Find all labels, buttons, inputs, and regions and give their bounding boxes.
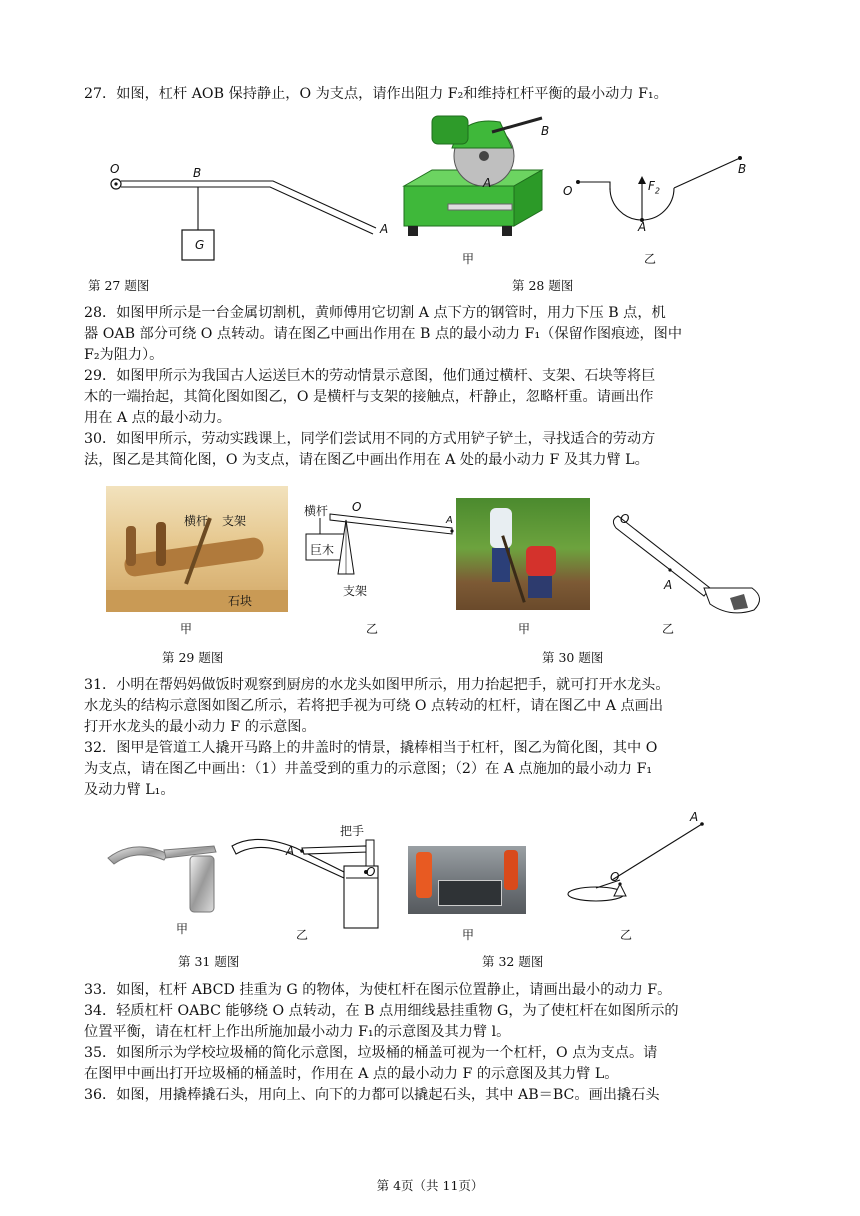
label-A-28: A <box>638 220 647 234</box>
question-28-line2: 器 OAB 部分可绕 O 点转动。请在图乙中画出作用在 B 点的最小动力 F₁（保留作图痕迹，图中 <box>84 326 683 342</box>
question-34-line1: 34．轻质杠杆 OABC 能够绕 O 点转动，在 B 点用细线悬挂重物 G，为了使杠杆在如图所示的 <box>84 1003 679 1019</box>
label-bashou-31: 把手 <box>340 824 365 838</box>
figure-32-crowbar-diagram <box>560 810 720 910</box>
figure-31-faucet-image <box>104 836 234 916</box>
label-A-27: A <box>380 222 389 236</box>
label-jia-28: 甲 <box>462 252 475 266</box>
label-G-27: G <box>195 238 205 252</box>
label-yi-28: 乙 <box>644 252 657 266</box>
question-32-line1: 32．图甲是管道工人撬开马路上的井盖时的情景，撬棒相当于杠杆，图乙为简化图，其中 O <box>84 740 658 756</box>
label-A-31: A <box>286 844 295 858</box>
figure-29-ancient-workers-image <box>106 486 288 612</box>
question-32-line3: 及动力臂 L₁。 <box>84 782 175 798</box>
label-yi-32: 乙 <box>620 928 633 942</box>
question-30-line1: 30．如图甲所示，劳动实践课上，同学们尝试用不同的方式用铲子铲土，寻找适合的劳动方 <box>84 431 656 447</box>
label-jia-29: 甲 <box>180 622 193 636</box>
label-F2-28: $F_2$ <box>648 179 660 196</box>
caption-29: 第 29 题图 <box>162 650 224 665</box>
question-35-line1: 35．如图所示为学校垃圾桶的简化示意图，垃圾桶的桶盖可视为一个杠杆，O 点为支点。请 <box>84 1045 658 1061</box>
label-jia-30: 甲 <box>518 622 531 636</box>
figure-28-machine-image <box>392 108 552 248</box>
figure-31-faucet-diagram <box>226 826 386 936</box>
question-27: 27．如图，杠杆 AOB 保持静止，O 为支点，请作出阻力 F₂和维持杠杆平衡的最小动力 F₁。 <box>84 86 668 102</box>
label-A-29: A <box>446 515 453 526</box>
label-A-32: A <box>690 810 699 824</box>
label-shikuai-29jia: 石块 <box>228 594 253 608</box>
caption-31: 第 31 题图 <box>178 954 240 969</box>
label-zhijia-29: 支架 <box>343 584 368 598</box>
question-34-line2: 位置平衡，请在杠杆上作出所施加最小动力 F₁的示意图及其力臂 l。 <box>84 1024 511 1040</box>
figure-28-lever-diagram <box>570 150 760 240</box>
label-B-28: B <box>738 162 747 176</box>
question-32-line2: 为支点，请在图乙中画出：（1）井盖受到的重力的示意图；（2）在 A 点施加的最小动力 F₁ <box>84 761 653 777</box>
question-28-line1: 28．如图甲所示是一台金属切割机，黄师傅用它切割 A 点下方的钢管时，用力下压 B 点，机 <box>84 305 666 321</box>
caption-30: 第 30 题图 <box>542 650 604 665</box>
label-jia-32: 甲 <box>462 928 475 942</box>
label-jumu-29: 巨木 <box>310 543 335 557</box>
label-yi-30: 乙 <box>662 622 675 636</box>
question-31-line3: 打开水龙头的最小动力 F 的示意图。 <box>84 719 316 735</box>
label-O-31: O <box>366 865 376 879</box>
label-yi-29: 乙 <box>366 622 379 636</box>
figure-30-shoveling-image <box>456 498 590 610</box>
label-A-28jia: A <box>483 176 492 190</box>
figure-27-lever <box>108 158 398 268</box>
question-29-line2: 木的一端抬起，其简化图如图乙，O 是横杆与支架的接触点，杆静止，忽略杆重。请画出作 <box>84 389 654 405</box>
caption-32: 第 32 题图 <box>482 954 544 969</box>
question-31-line2: 水龙头的结构示意图如图乙所示，若将把手视为可绕 O 点转动的杠杆，请在图乙中 A 点画出 <box>84 698 664 714</box>
question-29-line1: 29．如图甲所示为我国古人运送巨木的劳动情景示意图，他们通过横杆、支架、石块等将巨 <box>84 368 656 384</box>
label-henggan-29jia: 横杆 <box>184 514 209 528</box>
label-O-28: O <box>563 184 573 198</box>
question-31-line1: 31．小明在帮妈妈做饭时观察到厨房的水龙头如图甲所示，用力抬起把手，就可打开水龙头。 <box>84 677 670 693</box>
label-O-32: O <box>610 870 620 884</box>
question-36-line1: 36．如图，用撬棒撬石头，用向上、向下的力都可以撬起石头，其中 AB＝BC。画出撬石头 <box>84 1087 660 1103</box>
label-B-28jia: B <box>541 124 550 138</box>
label-yi-31: 乙 <box>296 928 309 942</box>
label-jia-31: 甲 <box>176 922 189 936</box>
question-28-line3: F₂为阻力）。 <box>84 347 164 363</box>
label-henggan-29: 横杆 <box>304 504 329 518</box>
figure-32-workers-image <box>408 846 526 914</box>
label-O-29: O <box>352 500 362 514</box>
label-O-30: O <box>620 512 630 526</box>
label-zhijia-29jia: 支架 <box>222 514 247 528</box>
question-33: 33．如图，杠杆 ABCD 挂重为 G 的物体，为使杠杆在图示位置静止，请画出最小的动力 F。 <box>84 982 672 998</box>
caption-28: 第 28 题图 <box>512 278 574 293</box>
question-30-line2: 法，图乙是其简化图，O 为支点，请在图乙中画出作用在 A 处的最小动力 F 及其力臂 L。 <box>84 452 649 468</box>
label-A-30: A <box>664 578 673 592</box>
page-footer: 第 4页（共 11页） <box>376 1178 484 1193</box>
label-O-27: O <box>110 162 120 176</box>
caption-27: 第 27 题图 <box>88 278 150 293</box>
question-35-line2: 在图甲中画出打开垃圾桶的桶盖时，作用在 A 点的最小动力 F 的示意图及其力臂 L。 <box>84 1066 619 1082</box>
label-B-27: B <box>193 166 202 180</box>
question-29-line3: 用在 A 点的最小动力。 <box>84 410 231 426</box>
